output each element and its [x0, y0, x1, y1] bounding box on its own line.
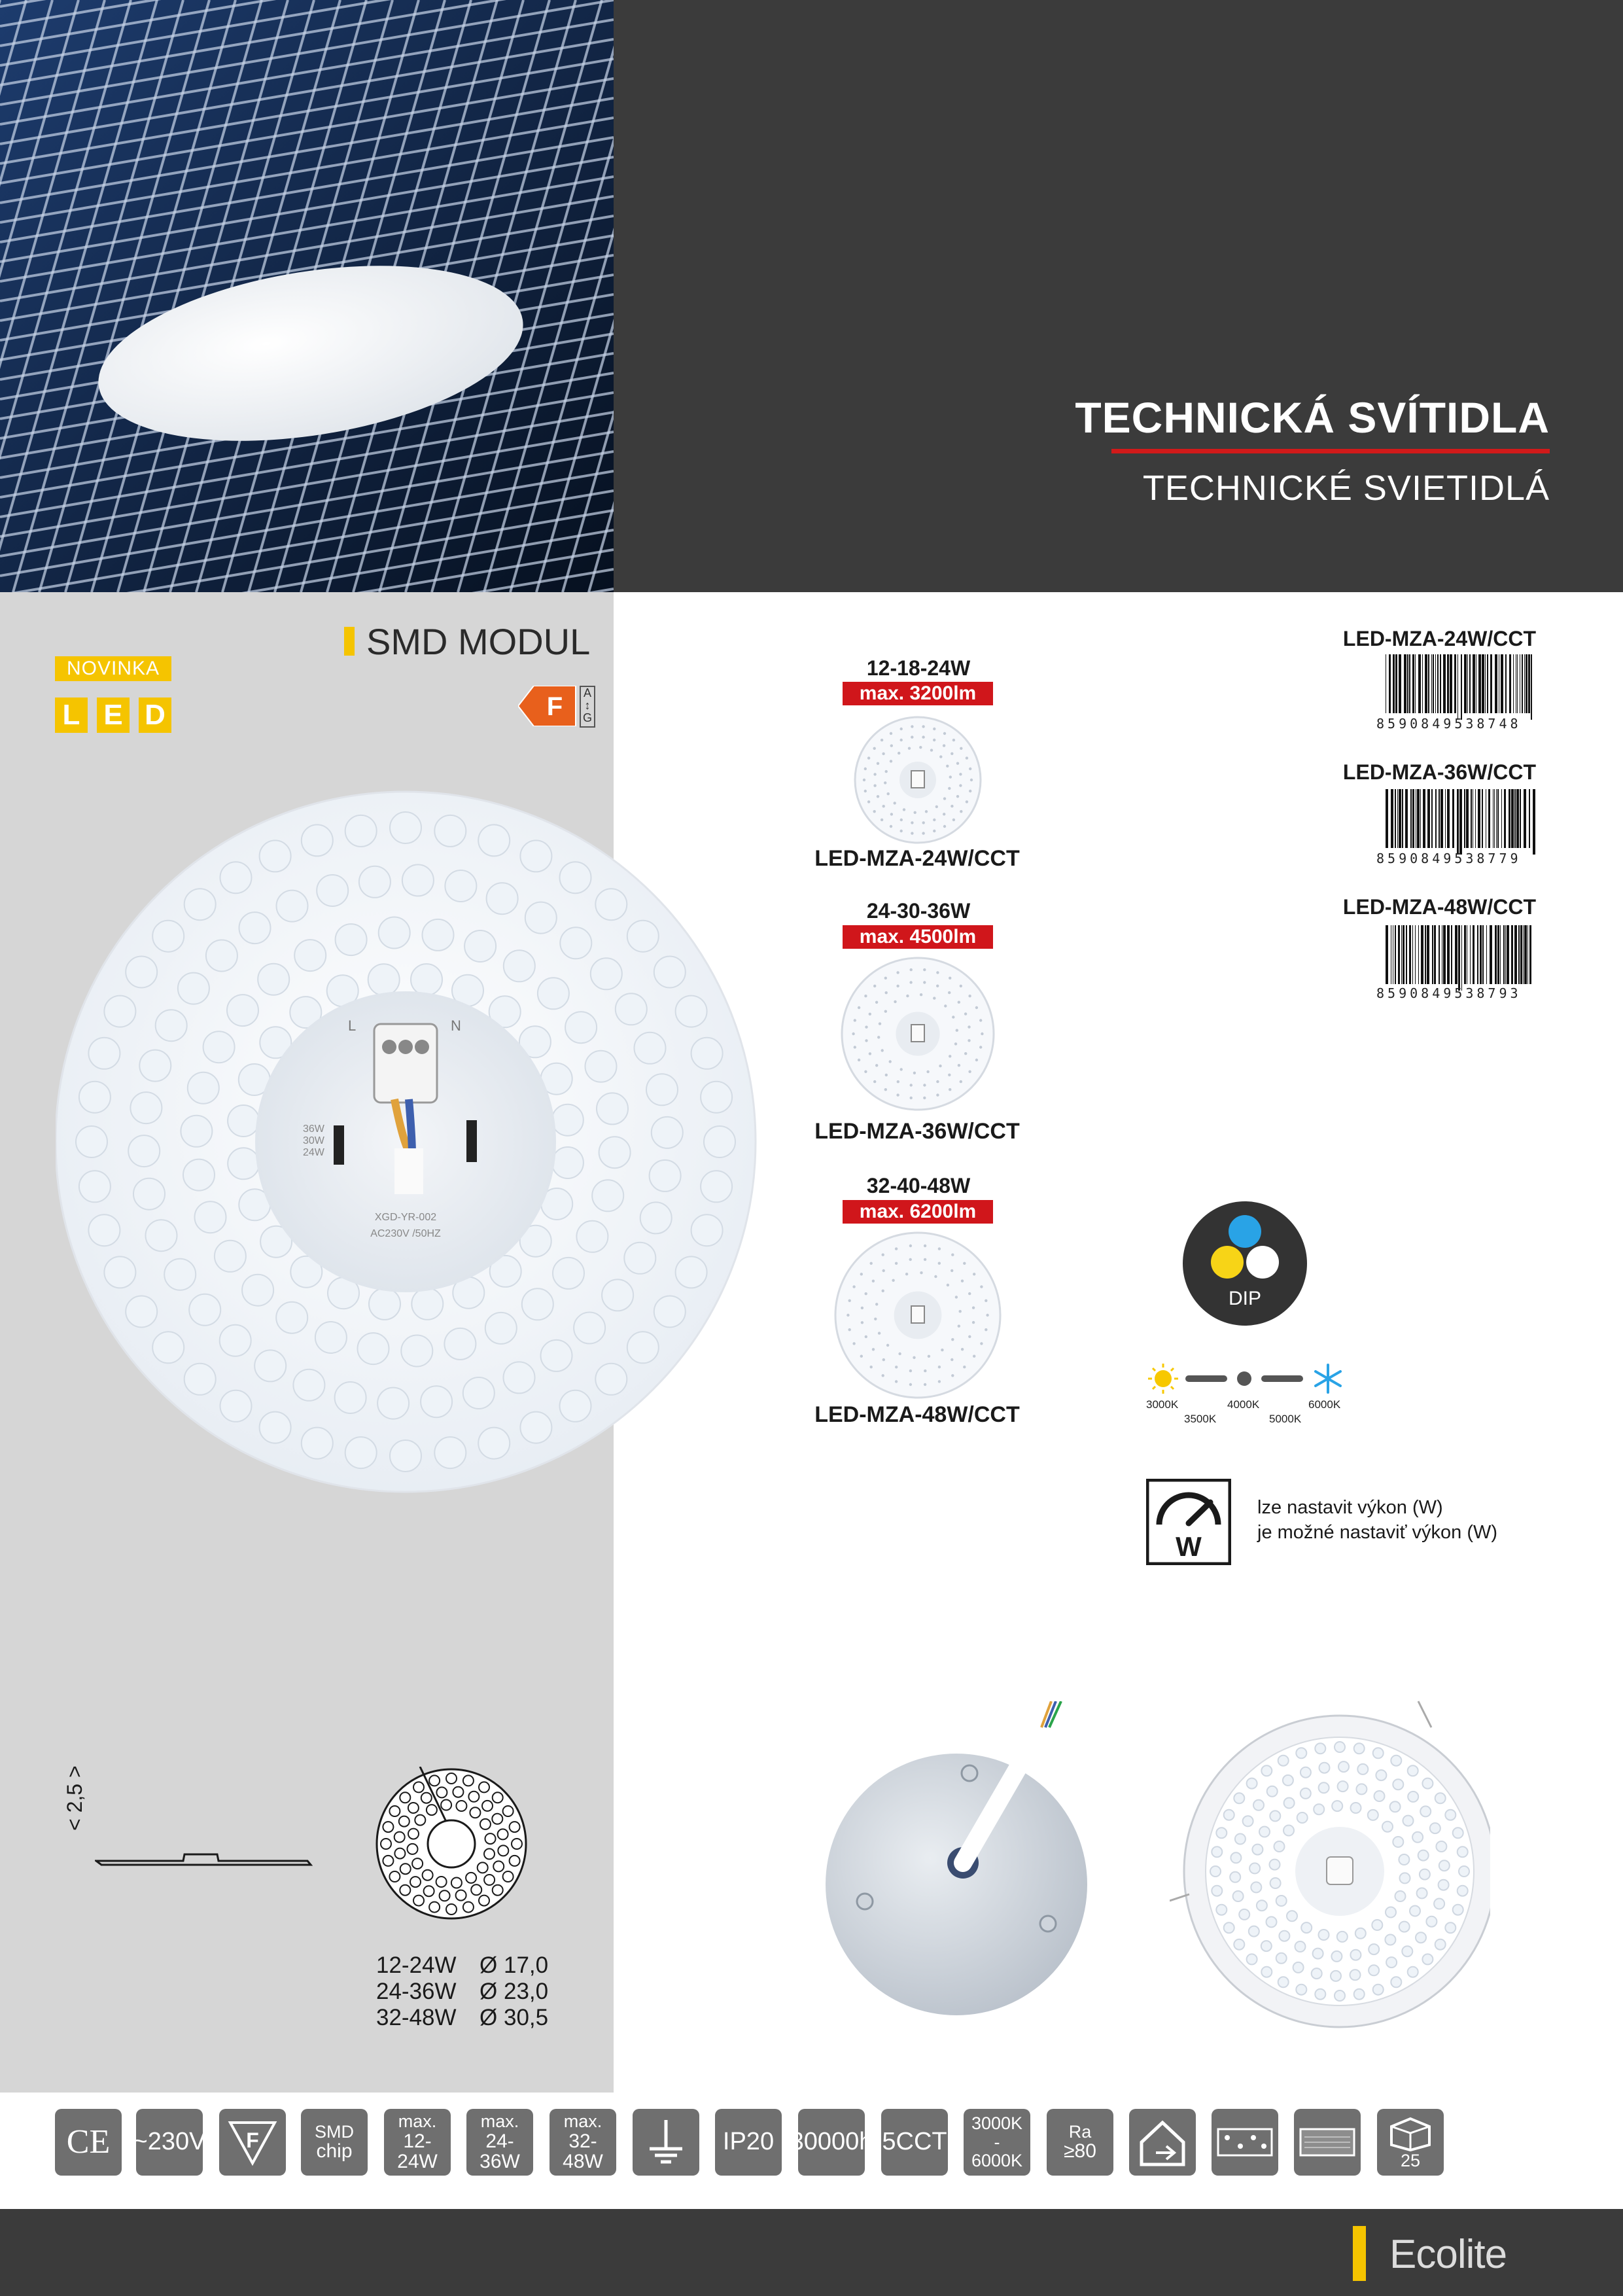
side-profile-drawing: [95, 1845, 317, 1875]
dim-row-1: [376, 1952, 548, 1979]
smd-accent-bar: [344, 627, 355, 656]
ean-1-model: LED-MZA-24W/CCT: [1342, 627, 1536, 650]
ce-mark: CE: [66, 2123, 111, 2161]
power-adjust-letter: W: [1176, 1531, 1202, 1562]
indoor-house-icon: [1136, 2116, 1189, 2168]
section-title-cz: TECHNICKÁ SVÍTIDLA: [1075, 393, 1550, 442]
led-letter-d: D: [139, 698, 171, 733]
dip-switch-icon: [1181, 1200, 1308, 1330]
lifetime-line-1: 30000h: [790, 2128, 873, 2156]
spec-icon-smd-chip: [301, 2109, 368, 2176]
energy-class-letter: F: [546, 692, 563, 721]
ean-1-digits: 8590849538748: [1376, 716, 1522, 732]
cct-4000k: 4000K: [1227, 1398, 1260, 1411]
ean-3-digits: 8590849538793: [1376, 985, 1522, 1001]
spec-icon-max-32-48: [550, 2109, 616, 2176]
max-32-48-line-2: 32-48W: [563, 2130, 603, 2173]
variant-3-lumen: max. 6200lm: [843, 1200, 993, 1224]
top-view-drawing: [374, 1767, 529, 1924]
watt-mark-30: 30W: [303, 1135, 324, 1146]
color-temp-dash: -: [994, 2132, 1000, 2152]
svg-text:F: F: [246, 2128, 259, 2152]
spec-icon-5cct: [881, 2109, 948, 2176]
voltage-line-1: ~230V: [133, 2128, 206, 2156]
variant-2-power: 24-30-36W: [866, 899, 971, 923]
led-letter-l: L: [55, 698, 88, 733]
spec-icon-f-mark: [219, 2109, 286, 2176]
part-number: XGD-YR-002: [374, 1212, 437, 1223]
spec-icon-ground: [633, 2109, 699, 2176]
spec-icon-color-temp: [964, 2109, 1030, 2176]
ceiling-grid-photo: [0, 0, 614, 592]
dim-row-1-power: 12-24W: [376, 1952, 457, 1978]
height-dimension: < 2,5 >: [63, 1765, 86, 1831]
spec-icon-voltage: [133, 2109, 206, 2176]
title-underline: [1111, 449, 1550, 453]
cct-6000k: 6000K: [1308, 1398, 1341, 1411]
energy-scale: [580, 686, 595, 728]
energy-scale-bottom: G: [582, 711, 592, 724]
spec-icon-ra: [1047, 2109, 1113, 2176]
product-type-title: SMD MODUL: [366, 621, 591, 662]
ean-2-model: LED-MZA-36W/CCT: [1342, 760, 1536, 784]
hero-photo: [0, 0, 614, 592]
package-box-icon: [1387, 2115, 1433, 2151]
energy-scale-top: A: [583, 686, 591, 699]
max-12-24-line-1: max.: [398, 2111, 437, 2132]
cct-3500k: 3500K: [1184, 1413, 1217, 1425]
package-qty: 25: [1400, 2150, 1421, 2170]
pin-l-label: L: [348, 1017, 357, 1034]
max-24-36-line-2: 24-36W: [480, 2130, 520, 2173]
power-adjust-icon: [1146, 1479, 1231, 1568]
power-adjust-text-cz: lze nastavit výkon (W): [1257, 1497, 1443, 1518]
led-letter-e: E: [97, 698, 130, 733]
max-24-36-line-1: max.: [480, 2111, 519, 2132]
variant-2-lumen: max. 4500lm: [843, 925, 993, 949]
variant-3-model: LED-MZA-48W/CCT: [814, 1402, 1020, 1427]
ra-line-2: ≥80: [1064, 2140, 1096, 2163]
f-mark-icon: [226, 2116, 279, 2168]
spec-icon-package: [1377, 2109, 1444, 2176]
surface-texture-icon: [1299, 2128, 1355, 2157]
spec-icon-lifetime: [790, 2109, 873, 2176]
power-adjust-text-sk: je možné nastaviť výkon (W): [1257, 1522, 1498, 1543]
sun-icon: [1148, 1364, 1178, 1394]
variant-2-photo: [839, 955, 996, 1116]
spec-icon-indoor: [1129, 2109, 1196, 2176]
watt-mark-24: 24W: [303, 1147, 324, 1158]
rating-print: AC230V /50HZ: [370, 1228, 441, 1239]
barcode-3: [1384, 925, 1536, 994]
variant-1-model: LED-MZA-24W/CCT: [814, 846, 1020, 871]
variant-1-lumen: max. 3200lm: [843, 682, 993, 705]
cct-scale: [1146, 1361, 1349, 1404]
energy-class-label: [518, 686, 577, 730]
variant-1-power: 12-18-24W: [866, 656, 971, 680]
ean-3-model: LED-MZA-48W/CCT: [1342, 895, 1536, 919]
dim-row-3: [376, 2005, 548, 2031]
cct-5000k: 5000K: [1269, 1413, 1302, 1425]
variant-3-photo: [833, 1230, 1003, 1404]
variant-1-photo: [852, 715, 983, 849]
spec-icon-ip20: [715, 2109, 782, 2176]
ground-icon: [643, 2116, 689, 2168]
led-module-photo: [56, 785, 759, 1502]
dim-row-2-diameter: Ø 23,0: [480, 1979, 549, 2004]
barcode-2: [1384, 789, 1536, 858]
variant-3-power: 32-40-48W: [866, 1174, 971, 1197]
variant-2-model: LED-MZA-36W/CCT: [814, 1119, 1020, 1144]
max-12-24-line-2: 12-24W: [397, 2130, 438, 2173]
ip20-line-1: IP20: [722, 2128, 775, 2156]
spec-icon-pattern-2: [1294, 2109, 1361, 2176]
dim-row-2: [376, 1979, 548, 2005]
spec-icon-ce: [55, 2109, 122, 2176]
brand-logo: Ecolite: [1389, 2232, 1507, 2277]
5cct-line-1: 5CCT: [882, 2128, 947, 2156]
spec-icon-pattern-1: [1212, 2109, 1278, 2176]
module-back-photo: [826, 1701, 1087, 2032]
max-32-48-line-1: max.: [563, 2111, 602, 2132]
ra-line-1: Ra: [1068, 2122, 1092, 2142]
dim-row-3-power: 32-48W: [376, 2005, 457, 2030]
dip-label: DIP: [1228, 1288, 1262, 1309]
dim-row-3-diameter: Ø 30,5: [480, 2005, 549, 2030]
smd-chip-line-2: chip: [316, 2140, 353, 2163]
smd-chip-line-1: SMD: [315, 2122, 354, 2142]
footer-bar: [0, 2209, 1623, 2296]
brand-accent-bar: [1353, 2226, 1366, 2281]
section-title-sk: TECHNICKÉ SVIETIDLÁ: [1142, 468, 1550, 508]
snowflake-icon: [1316, 1365, 1340, 1392]
spec-icon-max-12-24: [384, 2109, 451, 2176]
color-temp-max: 6000K: [971, 2151, 1023, 2171]
spec-icon-max-24-36: [466, 2109, 533, 2176]
novinka-badge: NOVINKA: [55, 656, 171, 681]
mounting-surface-icon: [1217, 2128, 1273, 2157]
energy-scale-arrow: ↕: [584, 699, 591, 712]
module-mounted-photo: [1170, 1695, 1490, 2032]
pin-n-label: N: [451, 1017, 461, 1034]
barcode-1: [1384, 654, 1536, 723]
ean-2-digits: 8590849538779: [1376, 851, 1522, 866]
watt-mark-36: 36W: [303, 1123, 324, 1135]
color-temp-min: 3000K: [971, 2113, 1023, 2134]
cct-3000k: 3000K: [1146, 1398, 1179, 1411]
dim-row-2-power: 24-36W: [376, 1979, 457, 2004]
dim-row-1-diameter: Ø 17,0: [480, 1952, 549, 1978]
